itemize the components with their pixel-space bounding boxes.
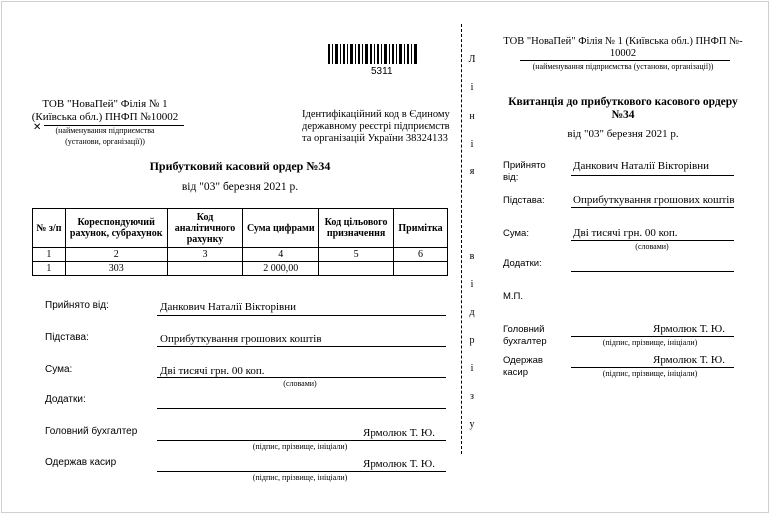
signature-caption: (підпис, прізвище, ініціали) [252,442,348,451]
receipt-amount-line [571,240,734,241]
cut-letter: у [469,419,475,430]
id-code-line1: Ідентифікаційний код в Єдиному [302,109,450,120]
cut-letter: і [470,279,474,290]
receipt-attachments-label: Додатки: [503,258,542,269]
receipt-received-value: Данкович Наталії Вікторівни [573,160,710,172]
table-cell: 4 [243,248,319,262]
receipt-cashier-label-line2: касир [503,367,528,378]
basis-label: Підстава: [45,332,89,343]
col-header: Сума цифрами [243,209,319,248]
chief-accountant-label: Головний бухгалтер [45,426,138,437]
table-cell [167,262,243,276]
amount-line [157,377,446,378]
received-from-label: Прийнято від: [45,300,109,311]
receipt-cashier-line [571,367,734,368]
receipt-org-name-line1: ТОВ "НоваПей" Філія № 1 (Київська обл.) ПНФП №- [503,36,743,47]
receipt-cashier-label-line1: Одержав [503,355,543,366]
cut-letter: я [469,166,475,177]
receipt-signature-caption: (підпис, прізвище, ініціали) [602,369,698,378]
amount-value: Дві тисячі грн. 00 коп. [160,365,265,377]
receipt-received-line [571,175,734,176]
cut-letter: р [469,335,475,346]
receipt-basis-value: Оприбуткування грошових коштів [573,194,735,206]
basis-line [157,346,446,347]
table-cell: 3 [167,248,243,262]
receipt-title-line2: №34 [611,109,635,121]
table-row [33,262,448,276]
barcode [328,44,419,64]
cashier-label: Одержав касир [45,457,117,468]
table-cell: 2 000,00 [243,262,319,276]
cut-letter: з [470,391,474,402]
cut-letter: і [470,363,474,374]
received-from-line [157,315,446,316]
receipt-chief-line [571,336,734,337]
order-date: від "03" березня 2021 р. [181,181,299,193]
cut-letter: і [470,139,474,150]
receipt-chief-label-line1: Головний [503,324,545,335]
receipt-amount-value: Дві тисячі грн. 00 коп. [573,227,678,239]
chief-accountant-line [157,440,446,441]
order-title: Прибутковий касовий ордер №34 [149,159,331,173]
table-cell: 6 [394,248,448,262]
table-header-row [33,209,448,248]
col-header: Кореспондуючий рахунок, субрахунок [65,209,167,248]
receipt-received-label-line2: від: [503,172,519,183]
receipt-org-caption: (найменування підприємства (установи, організації)) [532,62,714,71]
receipt-basis-line [571,207,734,208]
chief-accountant-value: Ярмолюк Т. Ю. [363,427,435,439]
table-cell: 5 [319,248,394,262]
receipt-title-line1: Квитанція до прибуткового касового ордеру [508,96,738,108]
org-name-line1: ТОВ "НоваПей" Філія № 1 [42,98,168,110]
attachments-label: Додатки: [45,394,86,405]
org-caption-line1: (найменування підприємства [55,126,155,135]
receipt-org-name-line2: 10002 [609,48,637,59]
received-from-value: Данкович Наталії Вікторівни [160,301,297,313]
receipt-received-label-line1: Прийнято [503,160,546,171]
receipt-stamp-label: М.П. [503,291,524,302]
cut-letter: Л [468,54,476,65]
table-cell [319,262,394,276]
table-cell: 303 [65,262,167,276]
attachments-line [157,408,446,409]
cross-mark-icon: ✕ [33,122,42,133]
signature-caption: (підпис, прізвище, ініціали) [252,473,348,482]
amount-label: Сума: [45,364,73,375]
col-header: Примітка [394,209,448,248]
receipt-signature-caption: (підпис, прізвище, ініціали) [602,338,698,347]
amount-caption: (словами) [283,379,317,388]
id-code-line2: державному реєстрі підприємств [302,121,450,132]
receipt-attachments-line [571,271,734,272]
org-name-line2: (Київська обл.) ПНФП №10002 [31,111,179,123]
table-cell: 1 [33,262,66,276]
col-header: № з/п [33,209,66,248]
receipt-date: від "03" березня 2021 р. [567,128,679,140]
table-cell [394,262,448,276]
receipt-chief-value: Ярмолюк Т. Ю. [653,323,725,335]
org-caption-line2: (установи, організації)) [65,137,145,146]
receipt-amount-caption: (словами) [635,242,669,251]
col-header: Код аналітичного рахунку [167,209,243,248]
id-code-line3: та організацій України 38324133 [302,133,448,144]
table-cell: 2 [65,248,167,262]
receipt-chief-label-line2: бухгалтер [503,336,547,347]
table-index-row [33,248,448,262]
cut-letter: д [469,307,475,318]
cut-letter: і [470,82,474,93]
cut-letter: в [469,251,475,262]
col-header: Код цільового призначення [319,209,394,248]
cut-line [461,24,462,454]
basis-value: Оприбуткування грошових коштів [160,333,322,345]
receipt-amount-label: Сума: [503,228,529,239]
cashier-value: Ярмолюк Т. Ю. [363,458,435,470]
cashier-line [157,471,446,472]
cut-letter: н [469,111,475,122]
table-cell: 1 [33,248,66,262]
receipt-cashier-value: Ярмолюк Т. Ю. [653,354,725,366]
receipt-basis-label: Підстава: [503,195,545,206]
order-table [32,208,448,276]
receipt-org-underline [520,60,730,61]
barcode-number: 5311 [371,66,393,77]
